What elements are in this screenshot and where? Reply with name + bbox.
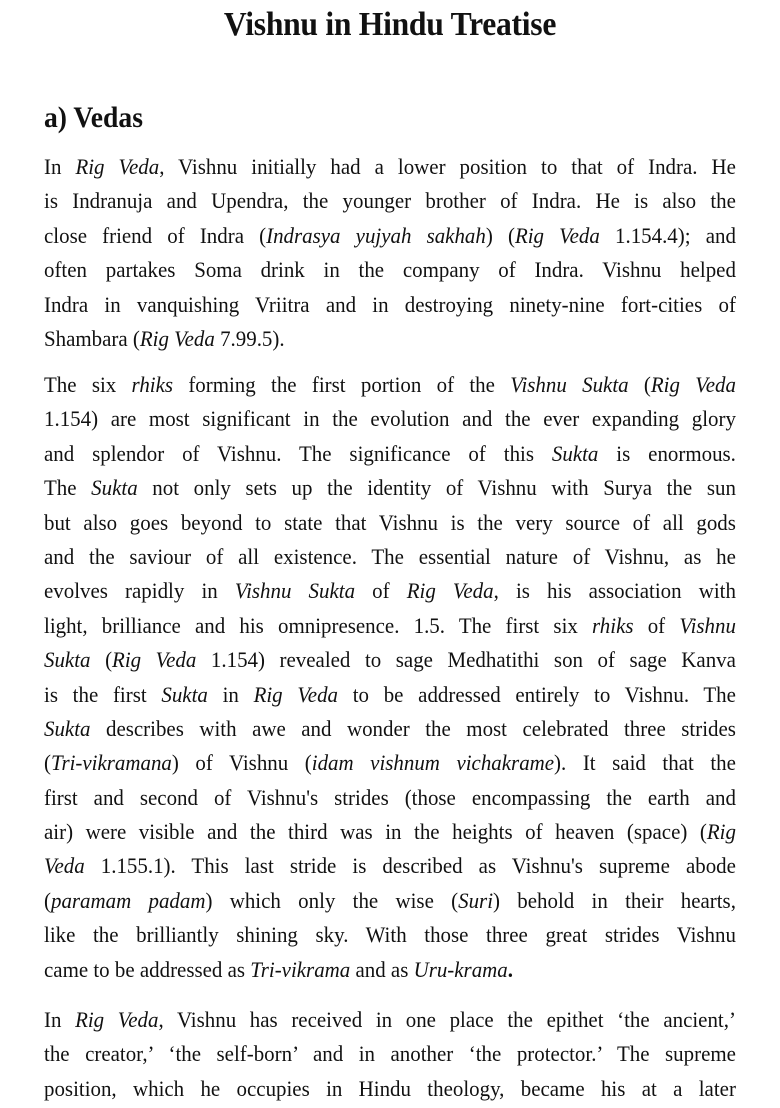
text-line [44, 471, 736, 505]
text: air) were visible and the third was in the heights of heaven (space) ( [44, 819, 707, 845]
italic-text: rhiks [592, 612, 634, 638]
text: is Indranuja and Upendra, the younger brother of Indra. He is also the [44, 188, 736, 214]
text: The six [44, 372, 132, 397]
italic-text: Rig Veda [406, 578, 494, 604]
text: Shambara ( [44, 325, 140, 351]
text: describes with awe and wonder the most celebrated three strides [90, 715, 736, 741]
text: The [44, 475, 92, 501]
text: not only sets up the identity of Vishnu with Surya the sun [137, 475, 736, 501]
text: forming the first portion of the [173, 372, 511, 397]
italic-text: Sukta [551, 440, 599, 466]
text-line [44, 746, 736, 780]
text-line [44, 849, 736, 883]
italic-text: Vishnu Sukta [510, 372, 629, 397]
text: 1.155.1). This last stride is described as Vishnu's supreme abode [84, 853, 736, 879]
italic-text: Rig [706, 819, 736, 845]
page-title: Vishnu in Hindu Treatise [223, 6, 557, 43]
italic-text: Uru-krama [413, 956, 508, 982]
text: often partakes Soma drink in the company of Indra. Vishnu helped [44, 257, 736, 283]
text-line [44, 322, 736, 356]
text: like the brilliantly shining sky. With those three great strides Vishnu [44, 922, 736, 948]
text-line [44, 884, 736, 918]
text: In [44, 1007, 76, 1032]
text: ) of Vishnu ( [171, 750, 312, 776]
paragraph-2 [44, 368, 736, 987]
text-line [44, 219, 736, 253]
text: ( [628, 372, 651, 397]
italic-text: idam vishnum vichakrame [311, 750, 555, 776]
text: ( [90, 647, 113, 673]
text: Indra in vanquishing Vriitra and in destroying ninety-nine fort-cities of [44, 291, 736, 317]
text: in [207, 681, 254, 707]
text: position, which he occupies in Hindu theology, became his at a later [44, 1075, 736, 1101]
text: is the first [44, 681, 162, 707]
text: ( [44, 887, 51, 913]
italic-text: Sukta [161, 681, 208, 707]
text-line [44, 712, 736, 746]
text-line [44, 781, 736, 815]
italic-text: Rig Veda [112, 647, 197, 673]
text-line [44, 288, 736, 322]
text-line [44, 678, 736, 712]
text-line [44, 253, 736, 287]
text-line [44, 918, 736, 952]
text-line [44, 815, 736, 849]
text: of [633, 612, 680, 638]
italic-text: Veda [44, 853, 85, 879]
text: but also goes beyond to state that Vishnu is the very source of all gods [44, 509, 736, 535]
italic-text: Tri-vikrama [250, 956, 351, 982]
text: , Vishnu initially had a lower position to that of Indra. He [159, 154, 736, 179]
text: the creator,’ ‘the self-born’ and in another ‘the protector.’ The supreme [44, 1041, 736, 1067]
text: ) ( [485, 222, 515, 248]
text-line [44, 402, 736, 436]
italic-text: rhiks [131, 372, 174, 397]
text: and as [350, 956, 414, 982]
text-line [44, 437, 736, 471]
text: came to be addressed as [44, 956, 251, 982]
italic-text: Indrasya yujyah sakhah [266, 222, 486, 248]
text: 1.154.4); and [599, 222, 736, 248]
italic-text: Sukta [44, 715, 91, 741]
italic-text: Rig Veda [75, 154, 160, 179]
text: , Vishnu has received in one place the epithet ‘the ancient,’ [158, 1007, 736, 1032]
italic-text: Rig Veda [514, 222, 600, 248]
text-line [44, 368, 736, 402]
text: evolves rapidly in [44, 578, 235, 604]
text-line [44, 1072, 736, 1106]
text: of [355, 578, 407, 604]
italic-text: Sukta [91, 475, 138, 501]
text: first and second of Vishnu's strides (those encompassing the earth and [44, 784, 736, 810]
italic-text: Rig Veda [253, 681, 339, 707]
text: ) behold in their hearts, [493, 887, 736, 913]
italic-text: Sukta [44, 647, 91, 673]
paragraph-3 [44, 1003, 736, 1106]
text-line [44, 150, 736, 184]
italic-text: Rig Veda [75, 1007, 159, 1032]
text: , is his association with [493, 578, 736, 604]
text: . [507, 956, 513, 982]
text-line [44, 643, 736, 677]
text: ( [44, 750, 51, 776]
italic-text: Vishnu [679, 612, 736, 638]
paragraph-1 [44, 150, 736, 356]
text: close friend of Indra ( [44, 222, 267, 248]
text: ). It said that the [554, 750, 736, 776]
text-line [44, 540, 736, 574]
italic-text: Suri [458, 887, 494, 913]
text: and the saviour of all existence. The essential nature of Vishnu, as he [44, 543, 736, 569]
text: is enormous. [598, 440, 736, 466]
text: 1.154) are most significant in the evolution and the ever expanding glory [44, 406, 736, 432]
text: 7.99.5). [214, 325, 285, 351]
text: In [44, 154, 76, 179]
section-heading-vedas: a) Vedas [44, 101, 143, 134]
text: light, brilliance and his omnipresence. 1.5. The first six [44, 612, 593, 638]
text-line [44, 609, 736, 643]
text-line [44, 574, 736, 608]
text: ) which only the wise ( [205, 887, 459, 913]
text-line [44, 953, 736, 987]
text: to be addressed entirely to Vishnu. The [338, 681, 736, 707]
text-line [44, 184, 736, 218]
text: 1.154) revealed to sage Medhatithi son of sage Kanva [196, 647, 736, 673]
text-line [44, 1003, 736, 1037]
italic-text: Tri-vikramana [50, 750, 172, 776]
text-line [44, 506, 736, 540]
italic-text: Vishnu Sukta [234, 578, 356, 604]
italic-text: Rig Veda [650, 372, 736, 397]
text: and splendor of Vishnu. The significance of this [44, 440, 552, 466]
italic-text: Rig Veda [139, 325, 215, 351]
text-line [44, 1037, 736, 1071]
italic-text: paramam padam [50, 887, 206, 913]
